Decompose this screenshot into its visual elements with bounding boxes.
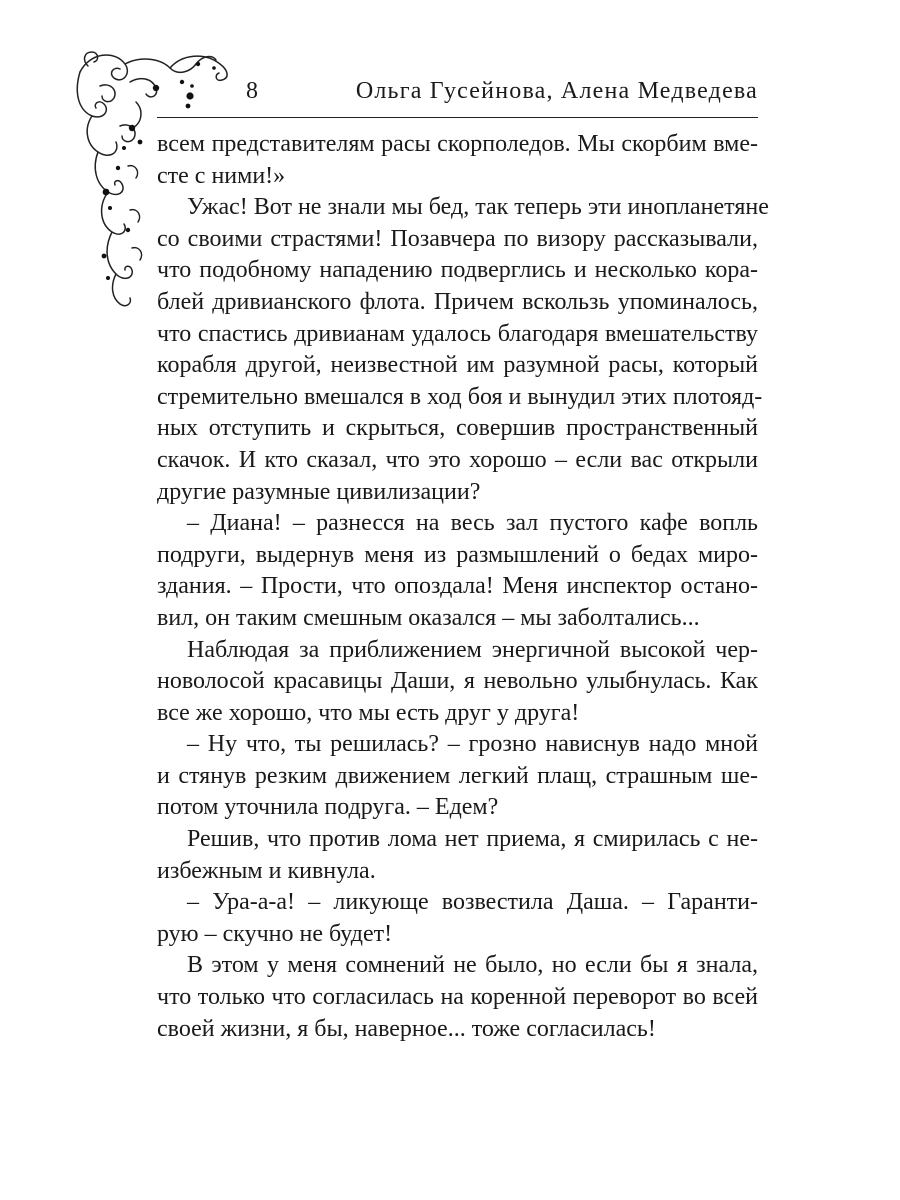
text-line: – Ну что, ты решилась? – грозно нависнув надо мной: [187, 731, 758, 758]
running-title: Ольга Гусейнова, Алена Медведева: [355, 78, 758, 104]
text-line: что подобному нападению подверглись и несколько кора-: [157, 257, 758, 284]
text-line: другие разумные цивилизации?: [157, 478, 481, 505]
text-line: скачок. И кто сказал, что это хорошо – если вас открыли: [157, 446, 758, 473]
text-line: вил, он таким смешным оказался – мы заболтались...: [157, 604, 700, 631]
text-line: сте с ними!»: [157, 162, 286, 189]
text-line: избежным и кивнула.: [157, 857, 376, 884]
text-line: своей жизни, я бы, наверное... тоже согласилась!: [157, 1015, 656, 1042]
text-line: потом уточнила подруга. – Едем?: [157, 794, 499, 821]
text-line: новолосой красавицы Даши, я невольно улыбнулась. Как: [157, 668, 758, 695]
text-line: подруги, выдернув меня из размышлений о бедах миро-: [157, 541, 758, 568]
text-line: стремительно вмешался в ход боя и вынудил этих плотояд-: [157, 383, 763, 410]
text-line: всем представителям расы скорполедов. Мы скорбим вме-: [157, 131, 758, 157]
text-line: рую – скучно не будет!: [157, 920, 393, 947]
text-line: корабля другой, неизвестной им разумной расы, который: [157, 352, 758, 379]
text-line: Наблюдая за приближением энергичной высокой чер-: [187, 636, 758, 663]
text-line: Решив, что против лома нет приема, я смирилась с не-: [187, 826, 758, 853]
text-line: блей дривианского флота. Причем вскользь упоминалось,: [157, 288, 758, 315]
text-line: ных отступить и скрыться, совершив пространственный: [157, 415, 758, 442]
text-line: здания. – Прости, что опоздала! Меня инспектор остано-: [157, 573, 758, 600]
text-line: В этом у меня сомнений не было, но если бы я знала,: [187, 952, 758, 979]
text-line: что спастись дривианам удалось благодаря вмешательству: [157, 320, 758, 347]
header-divider: [157, 117, 758, 118]
body-text: [157, 129, 769, 1045]
text-line: Ужас! Вот не знали мы бед, так теперь эти инопланетяне: [187, 194, 769, 221]
page-number: 8: [246, 78, 259, 104]
text-line: что только что согласилась на коренной переворот во всей: [157, 984, 758, 1011]
text-line: – Ура-а-а! – ликующе возвестила Даша. – Гаранти-: [187, 889, 758, 916]
text-line: со своими страстями! Позавчера по визору рассказывали,: [157, 225, 758, 252]
text-line: все же хорошо, что мы есть друг у друга!: [157, 699, 580, 726]
text-line: и стянув резким движением легкий плащ, страшным ше-: [157, 762, 758, 789]
text-line: – Диана! – разнесся на весь зал пустого кафе вопль: [187, 510, 758, 537]
